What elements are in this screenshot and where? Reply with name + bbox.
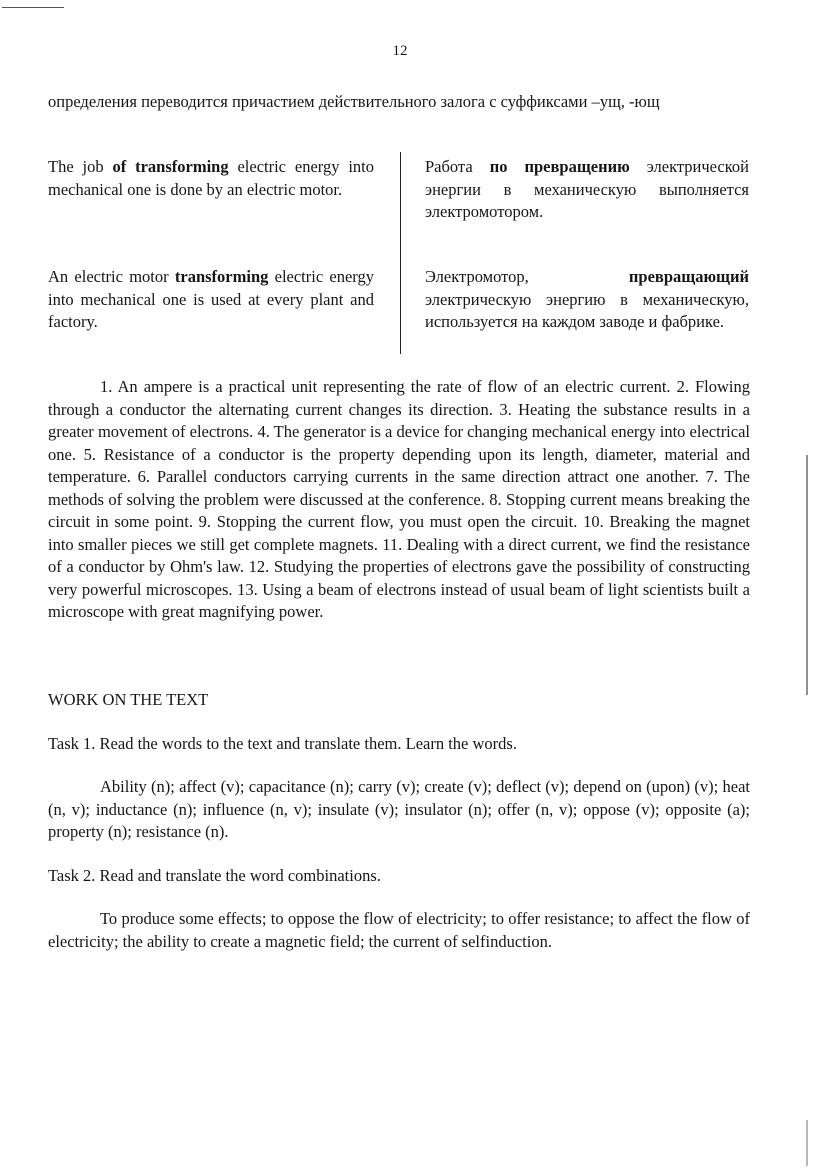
example-2-russian: [425, 266, 749, 334]
example-2-ru-after: электрическую энергию в механическую, используется на каждом заводе и фабрике.: [425, 289, 749, 331]
example-1-ru-bold: по превращению: [489, 157, 630, 176]
example-2-ru-bold: превращающий: [628, 267, 749, 286]
example-1-ru-before: Работа: [425, 157, 490, 176]
exercise-paragraph: 1. An ampere is a practical unit representing the rate of flow of an electric current. 2. Flowing through a conductor the alternating current changes its direction. 3. Heating the substance results in a greater movement of electrons. 4. The generator is a device for changing mechanical energy into electrical one. 5. Resistance of a conductor is the property depending upon its length, diameter, material and temperature. 6. Parallel conductors carrying currents in the same direction attract one another. 7. The methods of solving the problem were discussed at the conference. 8. Stopping current means breaking the circuit in some point. 9. Stopping the current flow, you must open the circuit. 10. Breaking the magnet into smaller pieces we still get complete magnets. 11. Dealing with a direct current, we find the resistance of a conductor by Ohm's law. 12. Studying the properties of electrons gave the possibility of constructing very powerful microscopes. 13. Using a beam of electrons instead of usual beam of light scientists built a microscope with great magnifying power.: [48, 377, 750, 621]
example-1-english: [48, 156, 374, 201]
task-1-title: Task 1. Read the words to the text and translate them. Learn the words.: [48, 734, 517, 753]
task-2-title: Task 2. Read and translate the word combinations.: [48, 866, 381, 885]
intro-paragraph: определения переводится причастием действительного залога с суффиксами –ущ, -ющ: [48, 92, 660, 111]
example-2-english: [48, 266, 374, 334]
task-1-body: Ability (n); affect (v); capacitance (n); carry (v); create (v); deflect (v); depend on (upon) (v); heat (n, v); inductance (n); influence (n, v); insulate (v); insulator (n); offer (n, v); oppose (v); opposite (a); property (n); resistance (n).: [48, 777, 750, 841]
top-rule: [2, 7, 64, 8]
scan-edge-mark: [806, 455, 808, 695]
scan-edge-mark-bottom: [806, 1120, 808, 1166]
example-2-ru-before: Электромотор,: [425, 267, 629, 286]
example-1-russian: [425, 156, 749, 224]
example-2-en-bold: transforming: [174, 267, 269, 286]
page-number: 12: [392, 43, 408, 59]
example-1-en-bold: of transforming: [112, 157, 229, 176]
example-2-en-after: electric energy into mechanical one is used at every plant and factory.: [48, 267, 375, 331]
section-heading: WORK ON THE TEXT: [48, 690, 209, 709]
example-1-en-before: The job: [48, 157, 113, 176]
task-2-body: To produce some effects; to oppose the flow of electricity; to offer resistance; to affect the flow of electricity; the ability to create a magnetic field; the current of selfinduction.: [48, 909, 750, 951]
example-1-ru-after: электрической энергии в механическую выполняется электромотором.: [425, 157, 749, 221]
column-divider: [400, 152, 401, 354]
example-2-en-before: An electric motor: [48, 267, 175, 286]
example-1-en-after: electric energy into mechanical one is done by an electric motor.: [48, 157, 374, 199]
